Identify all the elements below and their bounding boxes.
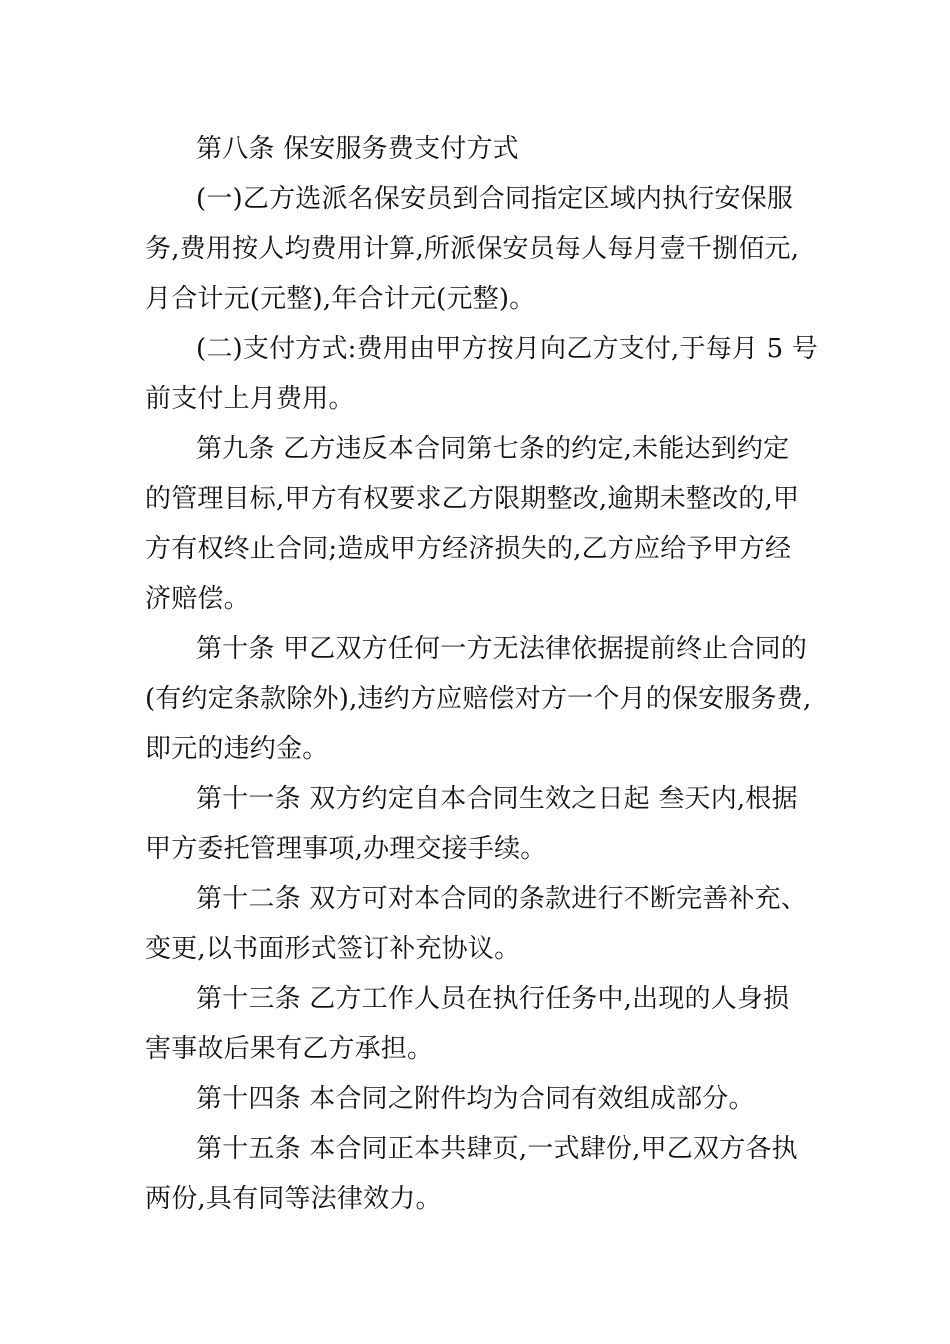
text-line: 的管理目标,甲方有权要求乙方限期整改,逾期未整改的,甲 (145, 484, 800, 514)
text-line: 害事故后果有乙方承担。 (145, 1034, 434, 1064)
text-line: 变更,以书面形式签订补充协议。 (145, 934, 521, 964)
text-line: 济赔偿。 (145, 584, 250, 614)
article-9-line: 第九条 乙方违反本合同第七条的约定,未能达到约定 (196, 434, 790, 464)
article-11-line: 第十一条 双方约定自本合同生效之日起 叁天内,根据 (196, 784, 798, 814)
text-line: 前支付上月费用。 (145, 384, 355, 414)
text-line: (有约定条款除外),违约方应赔偿对方一个月的保安服务费, (145, 684, 812, 714)
text-line: 务,费用按人均费用计算,所派保安员每人每月壹千捌佰元, (145, 234, 800, 264)
article-14-line: 第十四条 本合同之附件均为合同有效组成部分。 (196, 1084, 755, 1114)
article-13-line: 第十三条 乙方工作人员在执行任务中,出现的人身损 (196, 984, 790, 1014)
article-8-heading: 第八条 保安服务费支付方式 (196, 134, 519, 164)
text-line: 方有权终止合同;造成甲方经济损失的,乙方应给予甲方经 (145, 534, 792, 564)
text-line: (一)乙方选派名保安员到合同指定区域内执行安保服 (196, 184, 794, 214)
text-line: 月合计元(元整),年合计元(元整)。 (145, 284, 536, 314)
article-12-line: 第十二条 双方可对本合同的条款进行不断完善补充、 (196, 884, 808, 914)
text-line: (二)支付方式:费用由甲方按月向乙方支付,于每月 5 号 (196, 334, 818, 364)
text-line: 甲方委托管理事项,办理交接手续。 (145, 834, 547, 864)
text-line: 即元的违约金。 (145, 734, 329, 764)
article-15-line: 第十五条 本合同正本共肆页,一式肆份,甲乙双方各执 (196, 1134, 798, 1164)
text-line: 两份,具有同等法律效力。 (145, 1184, 442, 1214)
article-10-line: 第十条 甲乙双方任何一方无法律依据提前终止合同的 (196, 634, 808, 664)
